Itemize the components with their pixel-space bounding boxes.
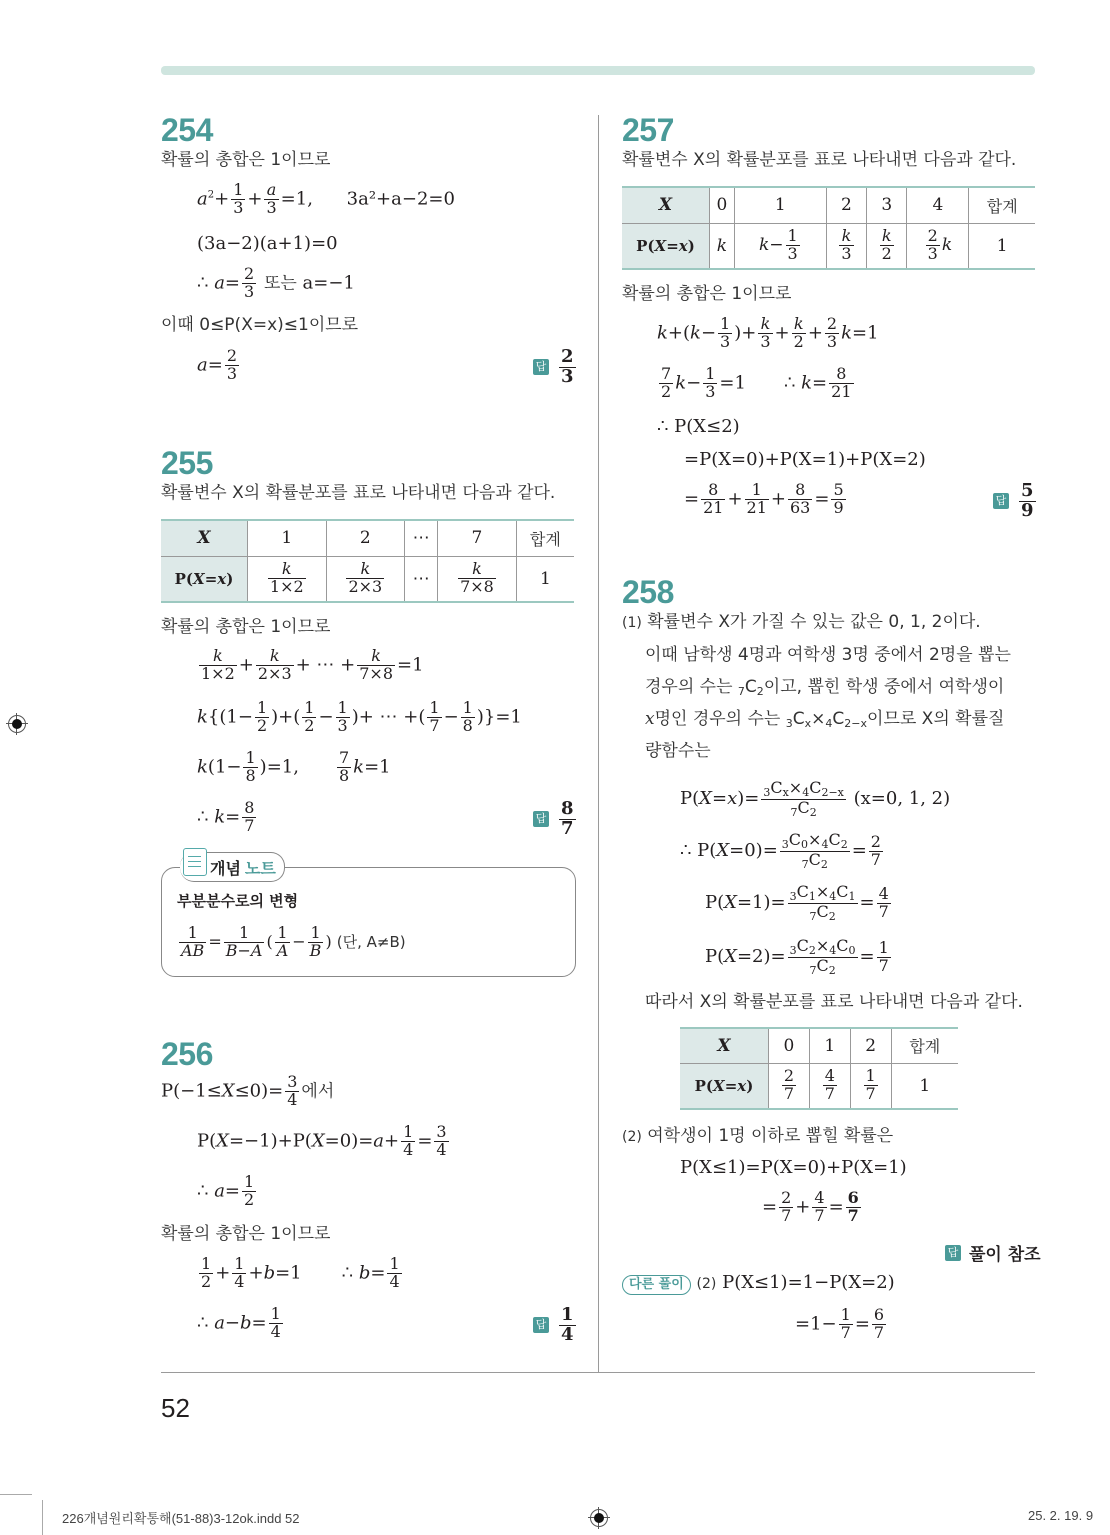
p258-part1-line5: 량함수는 (645, 741, 711, 761)
p258-p1: P(X=1)= $\frac{_3C_1\times_4C_1}{_7C_2}$ = $\frac{4}{7}$ (705, 882, 889, 923)
crop-mark (0, 1494, 32, 1495)
p254-line1: 확률의 총합은 1이므로 (161, 150, 331, 170)
p254-result: a= $\frac{2}{3}$ (197, 346, 238, 383)
p258-part1-line1: (1) 확률변수 X가 가질 수 있는 값은 0, 1, 2이다. (622, 612, 981, 632)
p256-eq4: ∴ a−b= $\frac{1}{4}$ (197, 1304, 281, 1341)
p258-part1-line3: 경우의 수는 $_7C_2$이고, 뽑힌 학생 중에서 여학생이 (645, 677, 1005, 698)
p258-p0: ∴ P(X=0)= $\frac{_3C_0\times_4C_2}{_7C_2}$ = $\frac{2}{7}$ (680, 830, 881, 871)
p257-eq5: = $\frac{8}{21}$ + $\frac{1}{21}$ + $\frac{8}{63}$ = $\frac{5}{9}$ (684, 480, 844, 517)
column-divider (598, 115, 599, 1373)
concept-note-box (161, 867, 576, 977)
p254-eq1b: 3a²+a−2=0 (346, 188, 455, 210)
p258-alt-solution: 다른 풀이 (2) P(X≤1)=1−P(X=2) (622, 1272, 895, 1295)
slug-filename: 226개념원리확통해(51-88)3-12ok.indd 52 (62, 1511, 300, 1526)
p255-eq4: ∴ k= $\frac{8}{7}$ (197, 798, 255, 835)
p254-eq1: $a^2+$ $\frac{1}{3}$ + $\frac{a}{3}$ =1, 3a²+a−2=0 (197, 180, 455, 217)
problem-number-256: 256 (161, 1036, 213, 1072)
p258-p2: P(X=2)= $\frac{_3C_2\times_4C_0}{_7C_2}$ = $\frac{1}{7}$ (705, 936, 889, 977)
p258-part1-line2: 이때 남학생 4명과 여학생 3명 중에서 2명을 뽑는 (645, 645, 1011, 665)
p256-eq3: $\frac{1}{2}$ + $\frac{1}{4}$ +b=1 ∴ b= $\frac{1}{4}$ (201, 1254, 400, 1291)
p258-alt-eq2: =1− $\frac{1}{7}$ = $\frac{6}{7}$ (795, 1305, 885, 1342)
registration-mark-icon (6, 713, 28, 735)
answer-tag-icon: 답 (945, 1245, 961, 1261)
p258-distribution-table: X 0 1 2 합계 P(X=x) $\frac{2}{7}$ $\frac{4}{7}$ $\frac{1}{7}$ 1 (680, 1027, 958, 1110)
p258-part2-eq1: P(X≤1)=P(X=0)+P(X=1) (680, 1157, 907, 1178)
p258-dist-line: 따라서 X의 확률분포를 표로 나타내면 다음과 같다. (645, 992, 1023, 1012)
p258-part1-line4: x명인 경우의 수는 $_3C_x\times_4C_{2-x}$이므로 X의 확률질 (645, 709, 1005, 730)
p256-eq2: ∴ a= $\frac{1}{2}$ (197, 1172, 255, 1209)
p255-eq1: $\frac{k}{1\times 2}$ + $\frac{k}{2\times 3}$ + ⋯ + $\frac{k}{7\times 8}$ =1 (201, 646, 424, 683)
alt-solution-badge: 다른 풀이 (622, 1275, 691, 1295)
answer-tag-icon: 답 (533, 1317, 549, 1333)
crop-mark (42, 1500, 43, 1535)
answer-tag-icon: 답 (533, 811, 549, 827)
p255-answer: 답 $\frac{8}{7}$ (533, 800, 578, 839)
p255-intro: 확률변수 X의 확률분포를 표로 나타내면 다음과 같다. (161, 483, 556, 503)
notepad-icon (183, 848, 207, 876)
concept-note-formula: $\frac{1}{AB}$ = $\frac{1}{B-A}$ ( $\frac{1}{A}$ − $\frac{1}{B}$ ) (단, A≠B) (181, 923, 406, 960)
p256-line1: P(−1≤X≤0)= $\frac{3}{4}$ 에서 (161, 1072, 335, 1109)
p258-answer: 답 풀이 참조 (945, 1240, 1041, 1265)
concept-note-title: 부분분수로의 변형 (177, 892, 299, 910)
p257-intro: 확률변수 X의 확률분포를 표로 나타내면 다음과 같다. (622, 150, 1017, 170)
concept-note-tab: 개념 노트 (180, 852, 285, 882)
footer-rule (161, 1372, 1035, 1373)
p257-line1: 확률의 총합은 1이므로 (622, 284, 792, 304)
p258-part2-eq2: = $\frac{2}{7}$ + $\frac{4}{7}$ = $\frac{6}{7}$ (762, 1188, 859, 1225)
page-number: 52 (161, 1393, 190, 1423)
p257-eq3: ∴ P(X≤2) (657, 416, 740, 437)
p255-eq3: k(1− $\frac{1}{8}$ )=1, $\frac{7}{8}$ k=1 (197, 748, 391, 785)
header-bar (161, 66, 1035, 75)
p256-answer: 답 $\frac{1}{4}$ (533, 1306, 578, 1345)
problem-number-254: 254 (161, 112, 213, 148)
p256-eq1: P(X=−1)+P(X=0)=a+ $\frac{1}{4}$ = $\frac{3}{4}$ (197, 1122, 447, 1159)
p257-eq1: k+(k− $\frac{1}{3}$ )+ $\frac{k}{3}$ + $\frac{k}{2}$ + $\frac{2}{3}$ k=1 (657, 314, 879, 351)
answer-tag-icon: 답 (533, 359, 549, 375)
p254-condition: 이때 0≤P(X=x)≤1이므로 (161, 315, 359, 335)
p254-eq2: (3a−2)(a+1)=0 (197, 233, 338, 254)
p254-answer: 답 $\frac{2}{3}$ (533, 348, 578, 387)
registration-mark-icon (588, 1507, 610, 1529)
p255-distribution-table: X 1 2 ⋯ 7 합계 P(X=x) $\frac{k}{1\times 2}$ $\frac{k}{2\times 3}$ ⋯ $\frac{k}{7\times 8}$ 1 (161, 519, 574, 603)
p257-eq2: $\frac{7}{2}$ k− $\frac{1}{3}$ =1 ∴ k= $\frac{8}{21}$ (661, 364, 852, 401)
p257-eq4: =P(X=0)+P(X=1)+P(X=2) (684, 449, 926, 470)
p258-part2-line1: (2) 여학생이 1명 이하로 뽑힐 확률은 (622, 1126, 894, 1146)
p257-distribution-table: X 0 1 2 3 4 합계 P(X=x) k k− $\frac{1}{3}$ $\frac{k}{3}$ $\frac{k}{2}$ $\frac{2}{3}$ k 1 (622, 186, 1035, 270)
p255-line1: 확률의 총합은 1이므로 (161, 617, 331, 637)
p254-eq3: ∴ a= $\frac{2}{3}$ 또는 a=−1 (197, 264, 355, 301)
problem-number-255: 255 (161, 445, 213, 481)
p258-pmf: P(X=x)= $\frac{_3C_x\times_4C_{2-x}}{_7C_2}$ (x=0, 1, 2) (680, 778, 951, 819)
p255-eq2: k{(1− $\frac{1}{2}$ )+( $\frac{1}{2}$ − $\frac{1}{3}$ )+ ⋯ +( $\frac{1}{7}$ − $\frac{1}{8}$ )}=1 (197, 698, 522, 735)
problem-number-258: 258 (622, 574, 674, 610)
problem-number-257: 257 (622, 112, 674, 148)
p257-answer: 답 $\frac{5}{9}$ (993, 482, 1038, 521)
p256-line2: 확률의 총합은 1이므로 (161, 1224, 331, 1244)
slug-date: 25. 2. 19. 9 (1028, 1508, 1094, 1523)
answer-tag-icon: 답 (993, 493, 1009, 509)
